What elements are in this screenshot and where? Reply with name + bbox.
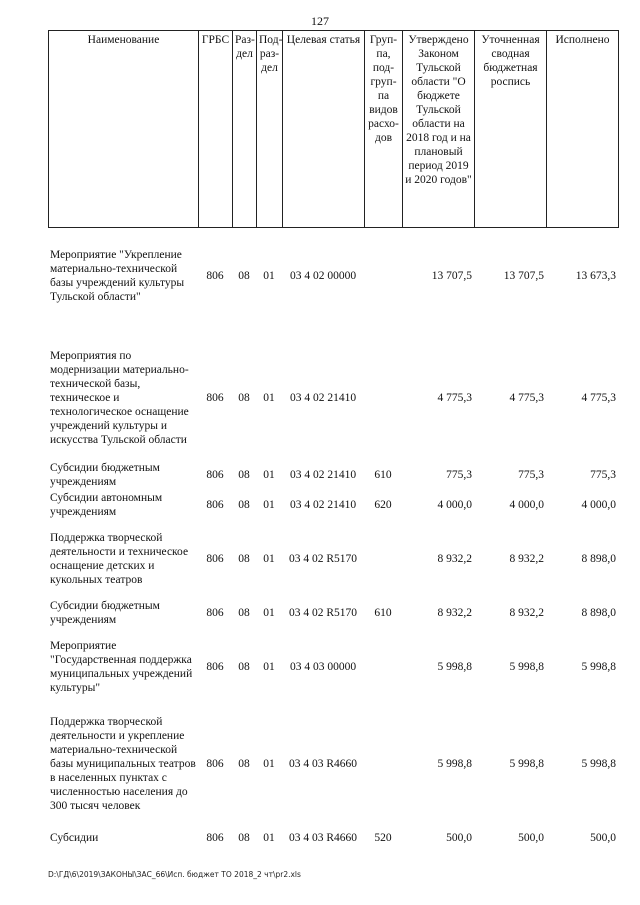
row-target: 03 4 02 R5170 — [288, 607, 358, 619]
row-approved: 8 932,2 — [437, 553, 472, 565]
row-group — [364, 638, 402, 696]
header-razdel: Раз-дел — [233, 31, 257, 228]
row-approved: 4 000,0 — [437, 499, 472, 511]
row-refined: 4 000,0 — [509, 499, 544, 511]
table-row — [48, 460, 618, 490]
row-refined: 5 998,8 — [509, 661, 544, 673]
row-podrazdel: 01 — [263, 661, 275, 673]
row-name: Поддержка творческой деятельности и укрепление материально-технической базы муниципальных театров в населенных пунктах с численностью населения до 300 тысяч человек — [50, 716, 196, 812]
row-razdel: 08 — [238, 392, 250, 404]
table-row — [48, 830, 618, 846]
row-executed: 5 998,8 — [581, 661, 616, 673]
row-podrazdel: 01 — [263, 499, 275, 511]
header-group: Груп-па, под-груп-па видов расхо-дов — [365, 31, 403, 228]
header-refined: Уточненная сводная бюджетная роспись — [475, 31, 547, 228]
row-approved: 5 998,8 — [437, 758, 472, 770]
row-grbs: 806 — [206, 469, 224, 481]
table-row — [48, 598, 618, 628]
row-target: 03 4 03 R4660 — [288, 758, 358, 770]
row-podrazdel: 01 — [263, 607, 275, 619]
row-podrazdel: 01 — [263, 469, 275, 481]
row-refined: 8 932,2 — [509, 607, 544, 619]
row-group — [364, 238, 402, 314]
row-target: 03 4 02 21410 — [289, 392, 357, 404]
row-name: Поддержка творческой деятельности и техническое оснащение детских и кукольных театров — [50, 532, 189, 586]
row-refined: 5 998,8 — [509, 758, 544, 770]
row-grbs: 806 — [206, 758, 224, 770]
row-group — [364, 706, 402, 822]
row-grbs: 806 — [206, 270, 224, 282]
row-razdel: 08 — [238, 553, 250, 565]
row-grbs: 806 — [206, 499, 224, 511]
row-name: Субсидии автономным учреждениям — [50, 492, 163, 518]
row-executed: 4 775,3 — [581, 392, 616, 404]
row-refined: 8 932,2 — [509, 553, 544, 565]
row-name: Мероприятие "Укрепление материально-технической базы учреждений культуры Тульской области" — [50, 249, 185, 303]
row-podrazdel: 01 — [263, 392, 275, 404]
row-approved: 8 932,2 — [437, 607, 472, 619]
row-podrazdel: 01 — [263, 553, 275, 565]
row-target: 03 4 02 R5170 — [288, 553, 358, 565]
row-group: 610 — [374, 607, 392, 619]
header-name: Наименование — [49, 31, 199, 228]
table-row — [48, 638, 618, 696]
header-approved: Утверждено Законом Тульской области "О бюджете Тульской области на 2018 год и на плановый период 2019 и 2020 годов" — [403, 31, 475, 228]
header-executed: Исполнено — [547, 31, 619, 228]
row-group: 610 — [374, 469, 392, 481]
row-executed: 5 998,8 — [581, 758, 616, 770]
table-body — [48, 238, 618, 846]
row-target: 03 4 02 00000 — [289, 270, 357, 282]
row-target: 03 4 02 21410 — [289, 499, 357, 511]
row-refined: 500,0 — [518, 832, 544, 844]
row-approved: 500,0 — [446, 832, 472, 844]
row-approved: 4 775,3 — [437, 392, 472, 404]
row-podrazdel: 01 — [263, 270, 275, 282]
row-razdel: 08 — [238, 607, 250, 619]
row-refined: 13 707,5 — [503, 270, 544, 282]
table-row — [48, 530, 618, 588]
row-target: 03 4 03 00000 — [289, 661, 357, 673]
row-executed: 500,0 — [590, 832, 616, 844]
row-group — [364, 530, 402, 588]
row-group — [364, 342, 402, 454]
row-approved: 775,3 — [446, 469, 472, 481]
row-executed: 775,3 — [590, 469, 616, 481]
row-podrazdel: 01 — [263, 832, 275, 844]
row-executed: 13 673,3 — [575, 270, 616, 282]
row-grbs: 806 — [206, 553, 224, 565]
row-name: Субсидии бюджетным учреждениям — [50, 462, 160, 488]
row-executed: 4 000,0 — [581, 499, 616, 511]
row-razdel: 08 — [238, 758, 250, 770]
row-name: Мероприятия по модернизации материально-технической базы, техническое и технологическое оснащение учреждений культуры и искусства Тульской области — [50, 350, 189, 446]
row-razdel: 08 — [238, 661, 250, 673]
table-row — [48, 342, 618, 454]
row-group: 620 — [374, 499, 392, 511]
row-name: Мероприятие "Государственная поддержка муниципальных учреждений культуры" — [50, 640, 193, 694]
row-target: 03 4 03 R4660 — [288, 832, 358, 844]
row-name: Субсидии бюджетным учреждениям — [50, 600, 160, 626]
row-approved: 5 998,8 — [437, 661, 472, 673]
row-target: 03 4 02 21410 — [289, 469, 357, 481]
row-razdel: 08 — [238, 832, 250, 844]
table-header — [48, 30, 619, 228]
row-grbs: 806 — [206, 661, 224, 673]
table-row — [48, 490, 618, 520]
row-grbs: 806 — [206, 607, 224, 619]
row-grbs: 806 — [206, 832, 224, 844]
row-group: 520 — [374, 832, 392, 844]
row-approved: 13 707,5 — [431, 270, 472, 282]
row-refined: 775,3 — [518, 469, 544, 481]
row-executed: 8 898,0 — [581, 607, 616, 619]
header-target: Целевая статья — [283, 31, 365, 228]
file-path-footer: D:\ГД\6\2019\ЗАКОНЫ\ЗАС_66\Исп. бюджет ТО 2018_2 чт\pr2.xls — [48, 870, 301, 879]
row-razdel: 08 — [238, 270, 250, 282]
row-razdel: 08 — [238, 469, 250, 481]
row-name: Субсидии — [50, 832, 99, 844]
row-grbs: 806 — [206, 392, 224, 404]
table-row — [48, 238, 618, 314]
page-number: 127 — [311, 14, 329, 28]
row-executed: 8 898,0 — [581, 553, 616, 565]
table-row — [48, 706, 618, 822]
row-podrazdel: 01 — [263, 758, 275, 770]
header-podrazdel: Под-раз-дел — [257, 31, 283, 228]
row-refined: 4 775,3 — [509, 392, 544, 404]
row-razdel: 08 — [238, 499, 250, 511]
header-grbs: ГРБС — [199, 31, 233, 228]
